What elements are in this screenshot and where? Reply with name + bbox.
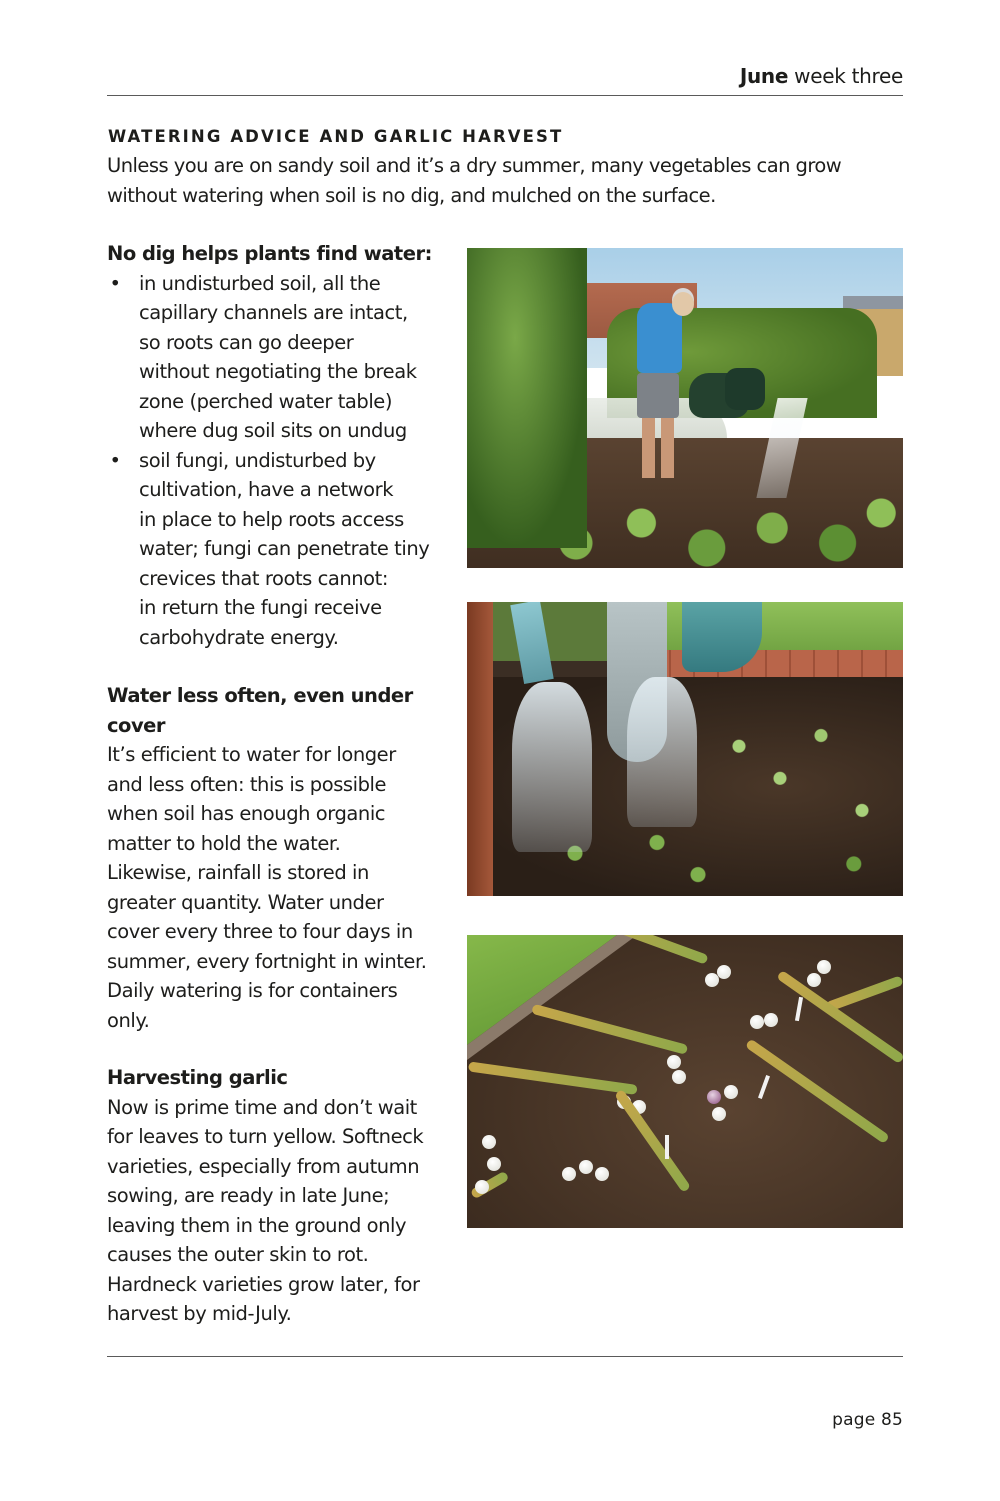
section-title: WATERING ADVICE AND GARLIC HARVEST (108, 127, 564, 146)
garlic-bulb-icon (595, 1167, 609, 1181)
bullet-line: zone (perched water table) (139, 389, 392, 413)
bullet-line: in return the fungi receive (139, 596, 382, 619)
no-dig-bullets (107, 269, 447, 653)
body-line: It’s efficient to water for longer (107, 743, 396, 766)
body-line: summer, every fortnight in winter. (107, 949, 427, 973)
header-rule (107, 95, 903, 96)
apple-tree (467, 248, 587, 548)
body-line: when soil has enough organic (107, 802, 386, 825)
bullet-line: capillary channels are intact, (139, 301, 408, 324)
garlic-bulb-icon (724, 1085, 738, 1099)
water-less-heading: Water less often, even under (107, 684, 413, 707)
garlic-bulb-icon (562, 1167, 576, 1181)
bullet-line: carbohydrate energy. (139, 625, 339, 649)
bullet-line: without negotiating the break (139, 360, 417, 383)
bullet-line: in undisturbed soil, all the (139, 271, 381, 295)
body-line: Hardneck varieties grow later, for (107, 1272, 420, 1296)
bullet-line: so roots can go deeper (139, 330, 354, 354)
bullet-item (107, 446, 447, 653)
bullet-item (107, 269, 447, 446)
photo-watering-seedlings (467, 602, 903, 896)
garlic-heading: Harvesting garlic (107, 1066, 288, 1089)
intro-line: Unless you are on sandy soil and it’s a dry summer, many vegetables can grow (107, 154, 842, 177)
plant-label (665, 1135, 669, 1159)
garlic-bulb-icon (672, 1070, 686, 1084)
body-line: for leaves to turn yellow. Softneck (107, 1125, 424, 1148)
garlic-bulb-icon (487, 1157, 501, 1171)
garlic-bulb-icon (482, 1135, 496, 1149)
person-shorts (637, 373, 679, 418)
body-line: only. (107, 1008, 150, 1032)
bullet-icon: • (109, 271, 121, 295)
bullet-line: in place to help roots access (139, 507, 404, 531)
page-number: page 85 (832, 1410, 903, 1430)
water-stream (627, 677, 697, 827)
body-line: cover every three to four days in (107, 920, 413, 943)
no-dig-section (107, 239, 447, 652)
body-line: causes the outer skin to rot. (107, 1243, 369, 1266)
body-line: sowing, are ready in late June; (107, 1184, 390, 1207)
photo-gardener-watering (467, 248, 903, 568)
intro-paragraph (107, 151, 907, 210)
water-less-heading: cover (107, 713, 166, 737)
garlic-bulb-icon (707, 1090, 721, 1104)
body-line: varieties, especially from autumn (107, 1154, 420, 1178)
water-less-section (107, 681, 447, 1035)
garlic-bulb-icon (717, 965, 731, 979)
bullet-line: crevices that roots cannot: (139, 566, 388, 590)
body-line: Likewise, rainfall is stored in (107, 861, 369, 884)
watering-can-icon (725, 368, 765, 410)
person-head (672, 292, 694, 316)
garlic-bulb-icon (764, 1013, 778, 1027)
body-line: leaving them in the ground only (107, 1213, 407, 1237)
garlic-bulb-icon (579, 1160, 593, 1174)
garlic-bulb-icon (712, 1107, 726, 1121)
intro-line: without watering when soil is no dig, and mulched on the surface. (107, 183, 716, 207)
bullet-line: cultivation, have a network (139, 478, 394, 501)
body-line: Daily watering is for containers (107, 979, 398, 1002)
garlic-section (107, 1063, 447, 1329)
garlic-bulb-icon (667, 1055, 681, 1069)
body-line: harvest by mid-July. (107, 1302, 292, 1325)
water-stream (512, 682, 592, 852)
body-line: matter to hold the water. (107, 831, 341, 855)
bullet-line: soil fungi, undisturbed by (139, 448, 376, 472)
footer-rule (107, 1356, 903, 1357)
photo-garlic-harvest (467, 935, 903, 1228)
bullet-line: where dug soil sits on undug (139, 419, 407, 442)
garlic-bulb-icon (750, 1015, 764, 1029)
person-shirt (637, 303, 682, 373)
person-legs (642, 418, 674, 478)
garlic-bulb-icon (817, 960, 831, 974)
wooden-post (467, 602, 493, 896)
bullet-icon: • (109, 448, 121, 472)
garlic-bulb-icon (807, 973, 821, 987)
running-head-month: June (739, 64, 789, 88)
garlic-bulb-icon (475, 1180, 489, 1194)
body-line: and less often: this is possible (107, 772, 387, 796)
no-dig-heading: No dig helps plants find water: (107, 242, 432, 265)
body-line: greater quantity. Water under (107, 890, 384, 914)
bullet-line: water; fungi can penetrate tiny (139, 537, 430, 560)
running-head (740, 62, 903, 90)
body-line: Now is prime time and don’t wait (107, 1095, 417, 1119)
running-head-week: week three (788, 64, 903, 88)
